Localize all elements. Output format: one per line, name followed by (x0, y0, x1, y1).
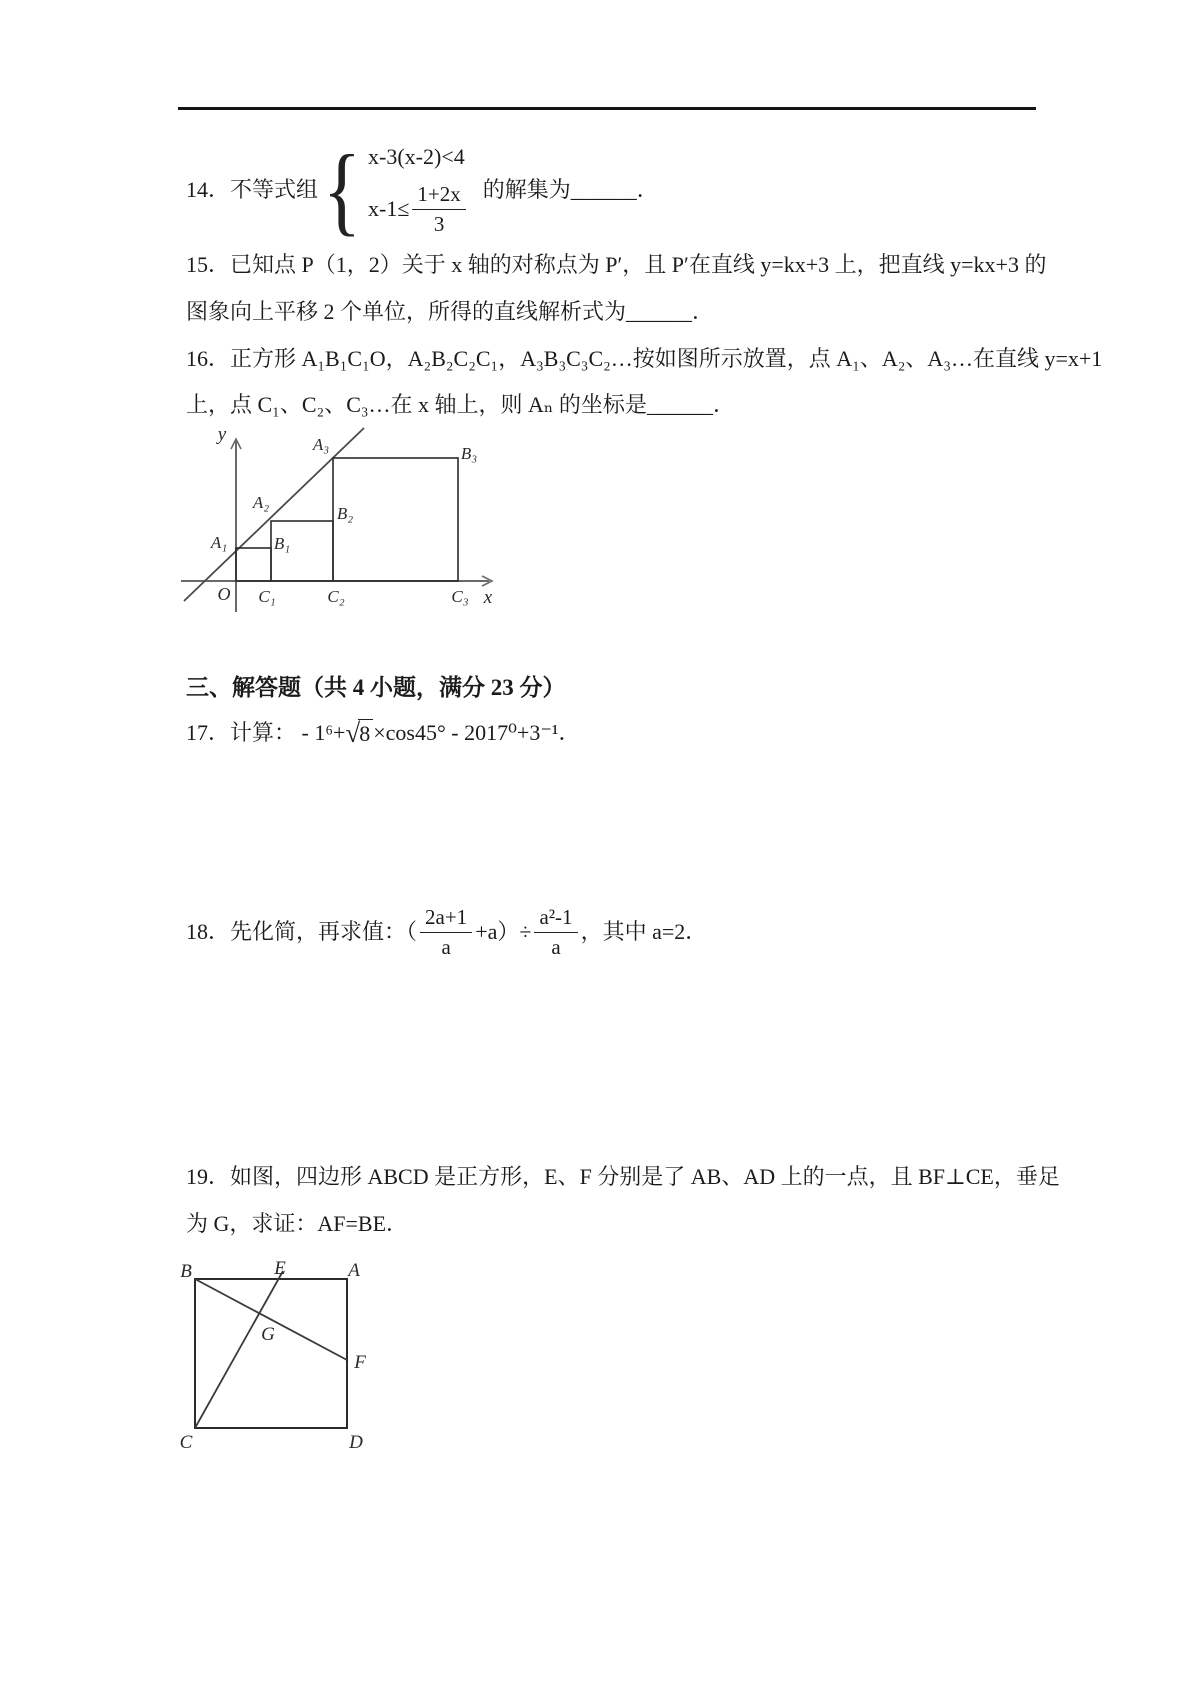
system-row-1: x-3(x-2)<4 (368, 144, 465, 170)
q14-label: 14．不等式组 (186, 177, 319, 203)
point-label-c1: C₁ (258, 587, 276, 606)
q17-text-1: 17．计算： - 1⁶+ (186, 720, 346, 746)
y-axis-label: y (217, 424, 227, 445)
square-root-icon: √ (345, 717, 361, 748)
vertex-label-c: C (179, 1432, 193, 1453)
question-14 (186, 134, 659, 245)
segment-ce (195, 1271, 283, 1428)
point-label-b2: B₂ (336, 504, 354, 523)
q18-text-1: 18．先化简，再求值：（ (186, 919, 418, 945)
x-axis-label: x (483, 587, 493, 608)
point-label-a3: A₃ (312, 435, 330, 454)
q18-fraction-2-denominator: a (551, 934, 561, 959)
square-abcd (195, 1279, 347, 1428)
question-15-line-2: 图象向上平移 2 个单位，所得的直线解析式为______． (186, 299, 715, 324)
point-label-f: F (354, 1352, 366, 1373)
question-19-line-2: 为 G，求证：AF=BE． (186, 1211, 409, 1236)
point-label-c3: C₃ (451, 587, 469, 606)
q18-fraction-1 (420, 905, 472, 958)
fraction (412, 182, 465, 235)
question-19-line-1: 19．如图，四边形 ABCD 是正方形，E、F 分别是了 AB、AD 上的一点，且 BF⊥CE，垂足 (186, 1164, 1060, 1189)
question-16-line-2: 上，点 C₁、C₂、C₃…在 x 轴上，则 Aₙ 的坐标是______． (186, 392, 735, 417)
point-label-e: E (274, 1258, 286, 1279)
vertex-label-d: D (349, 1432, 363, 1453)
question-18 (186, 896, 707, 968)
question-15-line-1: 15．已知点 P（1，2）关于 x 轴的对称点为 P′，且 P′在直线 y=kx+3 上，把直线 y=kx+3 的 (186, 252, 1047, 277)
figure-q16-squares-on-axes (180, 424, 500, 616)
vertex-label-a: A (348, 1260, 360, 1281)
system-row2-prefix: x-1≤ (368, 196, 410, 221)
q17-radicand: 8 (358, 719, 373, 747)
system-brace: { (322, 134, 362, 245)
point-label-a1: A₁ (210, 533, 228, 552)
q18-fraction-1-numerator: 2a+1 (420, 905, 472, 932)
vertex-label-b: B (180, 1261, 192, 1282)
point-label-b1: B₁ (273, 534, 291, 553)
q18-text-3: ，其中 a=2． (580, 919, 708, 945)
system-row-2 (368, 182, 469, 235)
square-1 (236, 548, 271, 581)
q17-text-2: ×cos45° - 2017⁰+3⁻¹． (373, 720, 581, 746)
q18-fraction-1-denominator: a (441, 934, 451, 959)
q14-answer-blank-text: 的解集为______． (482, 177, 659, 203)
top-divider-rule (178, 107, 1036, 110)
section-3-header: 三、解答题（共 4 小题，满分 23 分） (186, 675, 566, 700)
origin-label: O (217, 584, 231, 604)
figure-q19-square-abcd (170, 1256, 402, 1462)
question-17 (186, 716, 581, 750)
q18-fraction-2 (534, 905, 577, 958)
point-label-c2: C₂ (327, 587, 345, 606)
point-label-g: G (261, 1324, 275, 1345)
question-16-line-1: 16．正方形 A₁B₁C₁O，A₂B₂C₂C₁，A₃B₃C₃C₂…按如图所示放置，点 A₁、A₂、A₃…在直线 y=x+1 (186, 346, 1103, 371)
fraction-numerator: 1+2x (412, 182, 465, 209)
fraction-denominator: 3 (433, 211, 445, 236)
point-label-b3: B₃ (460, 444, 478, 463)
inequality-system (368, 144, 469, 235)
q18-text-2: +a）÷ (475, 919, 532, 945)
q18-fraction-2-numerator: a²-1 (534, 905, 577, 932)
point-label-a2: A₂ (252, 493, 270, 512)
